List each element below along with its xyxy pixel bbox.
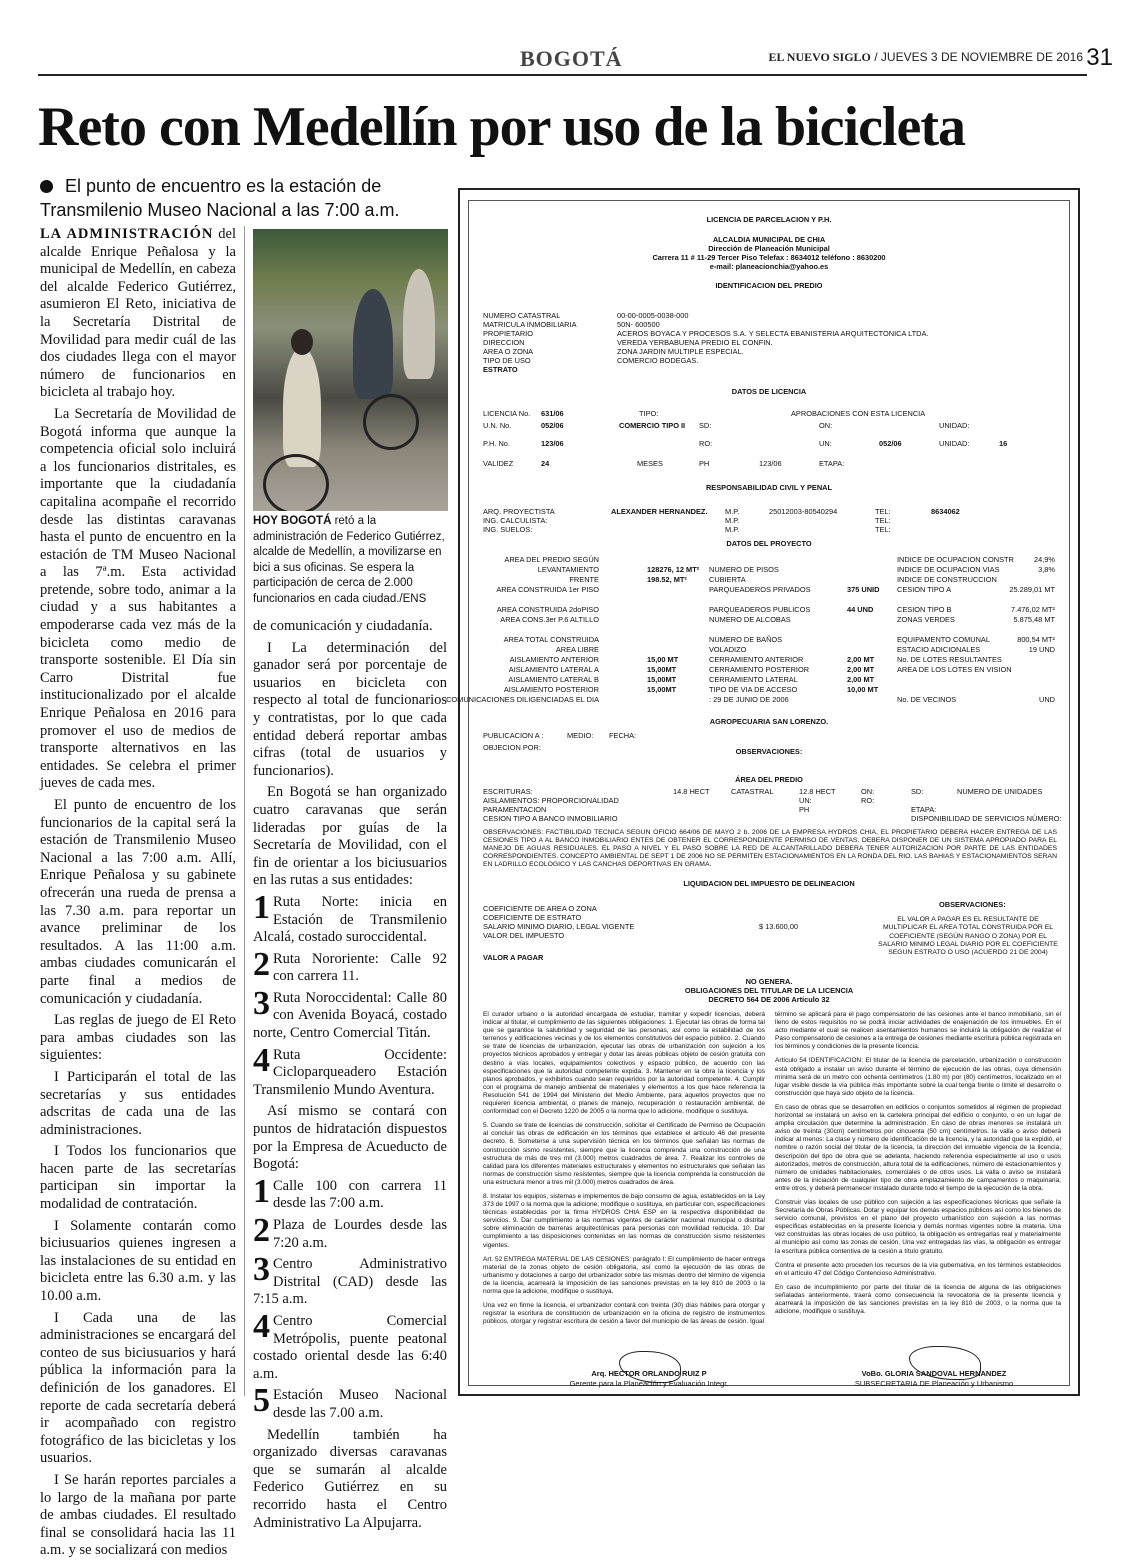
proyecto-label: INDICE DE OCUPACION VIAS <box>897 565 1000 574</box>
liquidacion-obs: EL VALOR A PAGAR ES EL RESULTANTE DE MULTIPLICAR EL AREA TOTAL CONSTRUIDA POR EL COEFICIENTE (SEGÚN RANGO O ZONA) POR EL SALARIO MINIMO LEGAL DIARIO POR EL COEFICIENTE SEGUN ESTRATO O USO (ACUERDO 21 DE 2004) <box>878 916 1058 957</box>
proyecto-value: 15,00 MT <box>647 655 679 664</box>
proyecto-label: ESTACIO ADICIONALES <box>897 645 981 654</box>
rule-item: I Participarán el total de las secretarías y sus entidades adscritas de cada una de las administraciones. <box>40 1068 236 1138</box>
proyecto-label: EQUIPAMENTO COMUNAL <box>897 635 990 644</box>
area-cell: ESCRITURAS: <box>483 787 533 796</box>
paragraph: El punto de encuentro de los funcionarios de la capital será la estación de Transmilenio Museo Nacional a las 7:00 a.m. Allí, Enrique Peñalosa y su gabinete ofrecerán una rueda de prensa a las 7.30 a.m. para reportar un avance preliminar de los resultados. A las 11:00 a.m. ambas ciudades comunicarán el parte final a medios de comunicación y ciudadanía. <box>40 797 236 1007</box>
predio-label: NUMERO CATASTRAL <box>483 311 561 320</box>
headline: Reto con Medellín por uso de la bicicleta <box>38 96 965 158</box>
proyecto-label: AREA DEL PREDIO SEGÚN <box>504 555 599 564</box>
valor-pagar: VALOR A PAGAR <box>483 953 544 962</box>
hydration-item: 3 Centro Administrativo Distrital (CAD) desde las 7:15 a.m. <box>253 1251 447 1308</box>
resp-tel-value: 8634062 <box>931 507 960 516</box>
proyecto-label: TIPO DE VIA DE ACCESO <box>709 685 798 694</box>
lead-caps: LA ADMINISTRACIÓN <box>40 226 214 242</box>
proyecto-value: 10,00 MT <box>847 685 879 694</box>
predio-label: DIRECCION <box>483 338 525 347</box>
area-cell: 12.8 HECT <box>799 787 836 796</box>
paragraph: Medellín también ha organizado diversas caravanas que se sumarán al alcalde Federico Gutiérrez en su recorrido hasta el Centro Administrativo La Alpujarra. <box>253 1426 447 1531</box>
proyecto-value: 15,00MT <box>647 675 677 684</box>
resp-label: ING. SUELOS: <box>483 525 533 534</box>
predio-value: 50N- 600500 <box>617 320 660 329</box>
area-cell: PARAMENTACION <box>483 805 547 814</box>
proyecto-label: NUMERO DE PISOS <box>709 565 779 574</box>
proyecto-label: AISLAMIENTO LATERAL B <box>508 675 599 684</box>
area-cell: ON: <box>861 787 875 796</box>
proyecto-label: CERRAMIENTO POSTERIOR <box>709 665 810 674</box>
route-item: 1 Ruta Norte: inicia en Estación de Transmilenio Alcalá, costado suroccidental. <box>253 888 447 946</box>
proyecto-label: AREA CONSTRUIDA 2doPISO <box>496 605 599 614</box>
proyecto-value: 44 UND <box>847 605 874 614</box>
predio-value: ACEROS BOYACA Y PROCESOS S.A. Y SELECTA EBANISTERIA ARQUITECTONICA LTDA. <box>617 329 929 338</box>
area-cell: AISLAMIENTOS: PROPORCIONALIDAD <box>483 796 619 805</box>
area-cell: NUMERO DE UNIDADES <box>957 787 1043 796</box>
resp-mp-value: 25012003-80540294 <box>769 507 838 516</box>
paragraph: Las reglas de juego de El Reto para ambas ciudades son las siguientes: <box>40 1012 236 1064</box>
resp-label: ARQ. PROYECTISTA <box>483 507 555 516</box>
proyecto-value: 25.289,01 MT <box>1009 585 1055 594</box>
hydration-item: 4 Centro Comercial Metrópolis, puente peatonal costado oriental desde las 6:40 a.m. <box>253 1307 447 1382</box>
observaciones-text: OBSERVACIONES: FACTIBILIDAD TECNICA SEGUN OFICIO 664/06 DE MAYO 2 b. 2006 DE LA EMPRESA HYDROS CHIA, EL PROPIETARIO DEBERA HACER ENTREGA DE LAS CESIONES TIPO A AL BANCO INMOBILIARIO ENTES DE OBTENER EL CORRESPONDIENTE PERMISO DE VENTAS. DEBERA DISPONER DE UN SISTEMA APROPIADO PARA EL MANEJO DE AGUAS RESIDUALES. EL PASO A NIVEL Y EL PASO SOBRE LA RED DE ALCANTARILLADO DEBERA TENER AUTORIZACION POR PARTE DE LAS ENTIDADES CORRESPONDIENTES. CONCEPTO AMBIENTAL DE SEPT 1 DE 2006 NO SE PERMITEN ESTACIONAMIENTOS EN LA RONDA DEL RIO. LAS BAHIAS Y ESTACIONAMIENTOS SERAN EN LADRILLO ECOLOGICO Y LAS CANCHAS DEPORTIVAS EN GRAMA. <box>483 829 1057 869</box>
area-cell: DISPONIBILIDAD DE SERVICIOS NÚMERO: <box>911 814 1062 823</box>
proyecto-label: NUMERO DE ALCOBAS <box>709 615 791 624</box>
resp-mp-label: M.P. <box>725 516 740 525</box>
rider-shape <box>353 289 393 399</box>
column-divider <box>244 226 245 1396</box>
liquidacion-label: SALARIO MINIMO DIARIO, LEGAL VIGENTE <box>483 922 635 931</box>
proyecto-label: PARQUEADEROS PRIVADOS <box>709 585 811 594</box>
proyecto-label: AREA TOTAL CONSTRUIDA <box>503 635 599 644</box>
rider-shape <box>283 347 321 467</box>
bullet-icon <box>40 180 53 193</box>
section-predio: IDENTIFICACION DEL PREDIO <box>715 281 823 290</box>
proyecto-value: 2,00 MT <box>847 665 875 674</box>
cyclists-photo <box>253 229 448 511</box>
header-rule <box>38 74 1087 76</box>
area-cell: 14.8 HECT <box>673 787 710 796</box>
proyecto-label: No. DE LOTES RESULTANTES <box>897 655 1002 664</box>
proyecto-label: AREA LIBRE <box>555 645 599 654</box>
proyecto-label: ZONAS VERDES <box>897 615 955 624</box>
rule-item: I Solamente contarán como biciusuarios quienes ingresen a las instalaciones de su entidad en bicicleta entre las 6.30 a.m. y las 10.00 a.m. <box>40 1217 236 1305</box>
predio-value: COMERCIO BODEGAS. <box>617 356 699 365</box>
proyecto-value: 19 UND <box>1028 645 1055 654</box>
area-cell: CESION TIPO A BANCO INMOBILIARIO <box>483 814 618 823</box>
paragraph: En Bogotá se han organizado cuatro caravanas que serán lideradas por guías de la Secretaría de Movilidad, con el fin de orientar a los biciusuarios en las rutas a sus entidades: <box>253 784 447 889</box>
section-area: ÁREA DEL PREDIO <box>735 775 803 784</box>
newspaper-name: EL NUEVO SIGLO <box>768 50 871 64</box>
area-cell: CATASTRAL <box>731 787 774 796</box>
liquidacion-value: $ 13.600,00 <box>759 922 799 931</box>
predio-label: ESTRATO <box>483 365 518 374</box>
proyecto-label: VOLADIZO <box>709 645 747 654</box>
predio-value: VEREDA YERBABUENA PREDIO EL CONFIN. <box>617 338 773 347</box>
proyecto-value: 2,00 MT <box>847 655 875 664</box>
predio-label: AREA O ZONA <box>483 347 534 356</box>
proyecto-value: 15,00MT <box>647 685 677 694</box>
proyecto-label: INDICE DE OCUPACION CONSTR <box>897 555 1014 564</box>
article-column-2 <box>253 618 447 1536</box>
license-org: ALCALDIA MUNICIPAL DE CHIA <box>712 235 826 244</box>
proyecto-value: 800,54 MT² <box>1017 635 1055 644</box>
resp-mp-label: M.P. <box>725 525 740 534</box>
paragraph: Así mismo se contará con puntos de hidratación dispuestos por la Empresa de Acueducto de Bogotá: <box>253 1103 447 1173</box>
proyecto-label: AREA CONSTRUIDA 1er PISO <box>496 585 599 594</box>
area-cell: RO: <box>861 796 875 805</box>
page-number: 31 <box>1086 44 1113 71</box>
proyecto-label: CERRAMIENTO ANTERIOR <box>709 655 804 664</box>
resp-name: ALEXANDER HERNANDEZ. <box>611 507 708 516</box>
proyecto-label: FRENTE <box>569 575 599 584</box>
proyecto-label: NUMERO DE BAÑOS <box>709 635 783 644</box>
predio-label: MATRICULA INMOBILIARIA <box>483 320 577 329</box>
license-address: Carrera 11 # 11-29 Tercer Piso Telefax : 8634012 teléfono : 8630200 <box>652 253 886 262</box>
bike-wheel <box>263 454 329 511</box>
license-document <box>446 188 1080 1396</box>
proyecto-label: AISLAMIENTO POSTERIOR <box>503 685 599 694</box>
section-liquidacion: LIQUIDACION DEL IMPUESTO DE DELINEACION <box>683 879 855 888</box>
hydration-item: 1 Calle 100 con carrera 11 desde las 7:00 a.m. <box>253 1172 447 1212</box>
proyecto-value: UND <box>1038 695 1055 704</box>
obligations-left: El curador urbano o la autoridad encargada de estudiar, tramitar y expedir licencias, deberá indicar al titular, el cumplimiento de las siguientes obligaciones: 1. Ejecutar las obras de forma tal que se garantice la salubridad y seguridad de las personas, así como la estabilidad de los terrenos y edificaciones vecinas y de los elementos constitutivos del espacio público. 2. Cuando se trate de licencias de urbanización, ejecutar las obras de urbanización con sujeción a los proyectos técnicos aprobados y entregar y dotar las áreas públicas objeto de cesión gratuita con destino a vías locales, equipamientos colectivos y espacio público, de acuerdo con las especificaciones que la autoridad competente expida. 3. Mantener en la obra la licencia y los planos aprobados, y exhibirlos cuando sean requeridos por la autoridad competente. 4. Cumplir con el programa de manejo ambiental de materiales y elementos a los que hace referencia la Resolución 541 de 1994 del Ministerio del Medio Ambiente, para aquellos proyectos que no requieren licencia ambiental, o planes de manejo, recuperación o restauración ambiental, de conformidad con el Decreto 1220 de 2005 o la norma que lo adicione, modifique o sustituya. 5. Cuando se trate de licencias de construcción, solicitar el Certificado de Permiso de Ocupación al concluir las obras de edificación en los términos que establece el artículo 46 del presente decreto. 6. Someterse a una supervisión técnica en los términos que señalan las normas de construcción sismo resistentes, siempre que la licencia comprenda una construcción de una estructura de más de tres mil (3.000) metros cuadrados de área. 7. Realizar los controles de calidad para los diferentes materiales estructurales y elementos no estructurales que señalan las normas de construcción sismo resistentes, siempre que la licencia comprenda la construcción de una estructura menor a tres mil (3.000) metros cuadrados de área. 8. Instalar los equipos, sistemas e implementos de bajo consumo de agua, establecidos en la Ley 373 de 1997 o la norma que la adicione, modifique o sustituya, en particular con, especificaciones técnicas establecidas por la firma HYDROS CHIA ESP en la respectiva disponibilidad de servicios. 9. Dar cumplimiento a las normas vigentes de carácter nacional municipal o distrital sobre eliminación de barreras arquitectónicas para personas con movilidad reducida. 10. Dar cumplimiento a las disposiciones contenidas en las normas de construcción sismo resistentes vigentes. Art. 52 ENTREGA MATERIAL DE LAS CESIONES: parágrafo I: El cumplimiento de hacer entrega material de la zonas objeto de cesión obligatoria, así como la ejecución de las obras de urbanismo y dotaciones a cargo del urbanizador sobre las mismas dentro del término de vigencia de la licencia, acarreará la imposición de las sanciones previstas en la ley 810 de 2003 o la norma que la adicione, modifique o sustituya. Una vez en firme la licencia, el urbanizador contará con treinta (30) días hábiles para otorgar y registrar la escritura de constitución de urbanización en la oficina de registro de instrumentos públicos, otorgar y registrar escritura de cesión a favor del municipio de las áreas de cesión. Igual <box>483 1011 765 1326</box>
rule-item: I Cada una de las administraciones se encargará del conteo de sus biciusuarios y hará pública la información para la definición de los ganadores. El reporte de cada secretaría deberá ir acompañado con registro fotográfico de las bicicletas y los usuarios. <box>40 1309 236 1467</box>
obligations-right: término se aplicará para el pago compensatorio de las cesiones ante el banco inmobiliario, sin el lleno de estos requisitos no se podrá iniciar actividades de enajenación de los inmuebles. En el acto mediante el cual se realicen asentamientos humanos se incluirá la obligación de realizar el Paso compensatorio de cesiones a la entrega de cesiones mediante escritura pública registrada en los términos y condiciones de la presente licencia. Artículo 54 IDENTIFICACION: El titular de la licencia de parcelación, urbanización o construcción está obligado a instalar un aviso durante el término de ejecución de las obras, cuya dimensión mínima será de un metro con ochenta centímetros (1.80 m) por (80) centímetros, localizado en el lugar visible desde la vía pública más importante sobre la cual tenga frente o límite el desarrollo o construcción que haya sido objeto de la licencia. En caso de obras que se desarrollen en edificios o conjuntos sometidos al régimen de propiedad horizontal se instalará un aviso en la cartelera principal del edificio o conjunto, o en un lugar de amplia circulación que determine la administración. En caso de obras menores se instalará un aviso de treinta (30cm) centímetros por cincuenta (50 cm) centímetros. la valla o aviso deberá indicar al menos: La clase y número de identificación de la licencia, y la autoridad que la expidió, el nombre o razón social del titular de la licencia, la dirección del inmueble vigencia de la licencia, descripción del tipo de obra que se adelanta, haciendo referencia especialmente al uso o usos autorizados, metros de construcción, altura total de la edificaciones, número de estacionamientos y número de unidades habitacionales, comerciales o de otros usos. La valla o aviso se instalará antes de la iniciación de cualquier tipo de obra emplazamiento de campamentos o maquinaria, entre otros, y deberá permanecer instalado durante todo el tiempo de la ejecución de la obra. Construir vías locales de uso público con sujeción a las especificaciones técnicas que señale la Secretaría de Obras Públicas. Dotar y equipar los demás espacios públicos así como los bienes de servicio comunal, previstos en el plano del proyecto urbanístico con sujeción a las normas específicas establecidas en la presente licencia y demás normas vigentes sobre la materia. Una vez construidas las obras locales de uso público, la obligación es entregarlas real y materialmente al municipio así como las zonas de cesión. Una vez entregadas las vías, la obligación es entregar la escritura pública contentiva de la cesión a título gratuito. Contra el presente acto proceden los recursos de la vía gubernativa, en los términos establecidos en el artículo 47 del Código Contencioso Administrativo. En caso de incumplimiento por parte del titular de la licencia de alguna de las obligaciones señaladas anteriormente, traerá como consecuencia la revocatoria de la presente licencia y acarreará la imposición de las sanciones previstas en la ley 810 de 2003, o la norma que la adicione, modifique o sustituya. <box>775 1011 1061 1316</box>
proyecto-label: INDICE DE CONSTRUCCION <box>897 575 997 584</box>
paragraph: La Secretaría de Movilidad de Bogotá informa que aunque la competencia oficial solo incluirá a los funcionarios distritales, es importante que la ciudadanía capitalina acompañe el recorrido desde las distintas caravanas hasta el punto de encuentro en la estación de TM Museo Nacional a las 7ª.m. Esta actividad pretende, sobre todo, animar a la ciudad y a sus habitantes a empoderarse cada vez más de la bicicleta como medio de transporte sostenible. El Día sin Carro Distrital fue institucionalizado por el alcalde Enrique Peñalosa en 2016 para promover el uso de medios de transporte alternativos en las entidades. Se celebra el primer jueves de cada mes. <box>40 405 236 792</box>
proyecto-label: AISLAMIENTO LATERAL A <box>508 665 599 674</box>
signatory-1-role: Gerente para la Planeación y Evaluación Integr. <box>569 1379 729 1388</box>
liquidacion-label: COEFICIENTE DE AREA O ZONA <box>483 904 597 913</box>
signatory-1-name: Arq. HECTOR ORLANDO RUIZ P <box>591 1369 707 1378</box>
license-email: e-mail: planeacionchia@yahoo.es <box>709 262 829 271</box>
route-item: 3 Ruta Noroccidental: Calle 80 con Avenida Boyacá, costado norte, Centro Comercial Titán. <box>253 984 447 1042</box>
observaciones-title: OBSERVACIONES: <box>735 747 803 756</box>
signatory-2-role: SUBSECRETARIA DE Planeación y Urbanismo <box>854 1379 1014 1388</box>
deck-text: El punto de encuentro es la estación de Transmilenio Museo Nacional a las 7:00 a.m. <box>40 176 400 220</box>
predio-label: PROPIETARIO <box>483 329 533 338</box>
proyecto-label: LEVANTAMIENTO <box>537 565 599 574</box>
article-column-1 <box>40 226 236 1564</box>
rider-shape <box>403 269 435 379</box>
no-genera: NO GENERA. <box>745 977 793 986</box>
proyecto-label: CUBIERTA <box>709 575 746 584</box>
proyecto-value: 2,00 MT <box>847 675 875 684</box>
route-item: 2 Ruta Nororiente: Calle 92 con carrera 11. <box>253 945 447 985</box>
hydration-item: 5 Estación Museo Nacional desde las 7.00 a.m. <box>253 1382 447 1421</box>
signatory-2-name: VoBo. GLORIA SANDOVAL HERNANDEZ <box>861 1369 1007 1378</box>
proyecto-value: 198.52, MT² <box>647 575 687 584</box>
liquidacion-obs-title: OBSERVACIONES: <box>939 900 1006 909</box>
proyecto-value: 128276, 12 MT² <box>647 565 700 574</box>
section-datos: DATOS DE LICENCIA <box>731 387 807 396</box>
proyecto-label: CESION TIPO A <box>897 585 952 594</box>
proyecto-label: COMUNICACIONES DILIGENCIADAS EL DIA <box>446 695 599 704</box>
obligaciones-decree: DECRETO 564 DE 2006 Artículo 32 <box>708 995 830 1004</box>
proyecto-label: PARQUEADEROS PUBLICOS <box>709 605 811 614</box>
bike-wheel <box>363 394 419 450</box>
proyecto-label: CESION TIPO B <box>897 605 952 614</box>
section-proyecto: DATOS DEL PROYECTO <box>726 539 812 548</box>
area-cell: ETAPA: <box>911 805 937 814</box>
section-responsabilidad: RESPONSABILIDAD CIVIL Y PENAL <box>705 483 833 492</box>
proyecto-value: 15,00MT <box>647 665 677 674</box>
area-cell: PH <box>799 805 810 814</box>
paragraph: de comunicación y ciudadanía. <box>253 618 433 634</box>
proyecto-label: No. DE VECINOS <box>897 695 957 704</box>
lead-paragraph: LA ADMINISTRACIÓN del alcalde Enrique Peñalosa y la municipal de Medellín, en cabeza del alcalde Federico Gutiérrez, asumieron El Reto, iniciativa de la Secretaría Distrital de Movilidad para medir cuál de las dos ciudades llega con el mayor número de funcionarios en bicicleta al trabajo hoy. <box>40 226 236 401</box>
proyecto-value: 5.875,48 MT <box>1013 615 1055 624</box>
agro-name: AGROPECUARIA SAN LORENZO. <box>709 717 829 726</box>
proyecto-value: 375 UNID <box>847 585 880 594</box>
predio-value: 00-00-0005-0038-000 <box>617 311 689 320</box>
license-title: LICENCIA DE PARCELACION Y P.H. <box>706 215 832 224</box>
paragraph: I La determinación del ganador será por porcentaje de usuarios en bicicleta con respecto al total de funcionarios y contratistas, por lo que cada entidad deberá reportar ambas cifras (total de usuarios y funcionarios). <box>253 639 447 779</box>
liquidacion-label: VALOR DEL IMPUESTO <box>483 931 565 940</box>
resp-tel-label: TEL: <box>875 525 891 534</box>
issue-date: / JUEVES 3 DE NOVIEMBRE DE 2016 <box>874 50 1083 64</box>
photo-caption: HOY BOGOTÁ retó a la administración de Federico Gutiérrez, alcalde de Medellín, a movilizarse en bici a sus oficinas. Se espera la participación de cerca de 2.000 funcionarios en cada ciudad./ENS <box>253 515 445 605</box>
proyecto-label: AREA DE LOS LOTES EN VISION <box>897 665 1012 674</box>
deck <box>40 174 450 222</box>
area-cell: UN: <box>799 796 812 805</box>
hydration-item: 2 Plaza de Lourdes desde las 7:20 a.m. <box>253 1212 447 1251</box>
route-item: 4 Ruta Occidente: Cicloparqueadero Estación Transmilenio Mundo Aventura. <box>253 1041 447 1098</box>
masthead <box>768 50 1083 65</box>
rule-item: I Se harán reportes parciales a lo largo de la mañana por parte de ambas ciudades. El resultado final se consolidará hacia las 11 a.m. y se socializará con medios <box>40 1471 236 1559</box>
obligaciones-title: OBLIGACIONES DEL TITULAR DE LA LICENCIA <box>684 986 854 995</box>
predio-label: TIPO DE USO <box>483 356 531 365</box>
area-cell: SD: <box>911 787 924 796</box>
resp-tel-label: TEL: <box>875 507 891 516</box>
resp-mp-label: M.P. <box>725 507 740 516</box>
predio-value: ZONA JARDIN MULTIPLE ESPECIAL. <box>617 347 744 356</box>
proyecto-value: 24,9% <box>1034 555 1055 564</box>
proyecto-label: : 29 DE JUNIO DE 2006 <box>709 695 789 704</box>
proyecto-value: 3,8% <box>1038 565 1055 574</box>
license-inner: LICENCIA DE PARCELACION Y P.H. ALCALDIA MUNICIPAL DE CHIA Dirección de Planeación Municipal Carrera 11 # 11-29 Tercer Piso Telefax : 8634012 teléfono : 8630200 e-mail: planeacionchia@yahoo.es IDENTIFICACION DEL PREDIO NUMERO CATASTRAL 00-00-0005-0038-000 MATRICULA INMOBILIARIA 50N- 600500 PROPIETARIO ACEROS BOYACA Y PROCESOS S.A. Y SELECTA EBANISTERIA ARQUITECTONICA LTDA. DIRECCION VEREDA YERBABUENA PREDIO EL CONFIN. AREA O ZONA ZONA JARDIN MULTIPLE ESPECIAL. TIPO DE USO COMERCIO BODEGAS. ESTRATO DATOS DE LICENCIA LICENCIA No. 631/06 TIPO: APROBACIONES CON ESTA LICENCIA U.N. No. 052/06 COMERCIO TIPO II SD: ON: UNIDAD: P.H. No. 123/06 RO: UN: 052/06 UNIDAD: 16 VALIDEZ 24 MESES PH 123/06 ETAPA: RESPONSABILIDAD CIVIL Y PENAL ARQ. PROYECTISTA ALEXANDER HERNANDEZ. M.P. 25012003-80540294 TEL: 8634062 ING. CALCULISTA: M.P. TEL: ING. SUELOS: M.P. TEL: DATOS DEL PROYECTO AREA DEL PREDIO SEGÚN LEVANTAMIENTO 128276, 12 MT² FRENTE 198.52, MT² AREA CONSTRUIDA 1er PISO AREA CONSTRUIDA 2doPISO AREA CONS.3er P.6 ALTILLO AREA TOTAL CONSTRUIDA AREA LIBRE AISLAMIENTO ANTERIOR 15,00 MT AISLAMIENTO LATERAL A 15,00MT AISLAMIENTO LATERAL B 15,00MT AISLAMIENTO POSTERIOR 15,00MT COMUNICACIONES DILIGENCIADAS EL DIA NUMERO DE PISOS CUBIERTA PARQUEADEROS PRIVADOS 375 UNID PARQUEADEROS PUBLICOS 44 UND NUMERO DE ALCOBAS NUMERO DE BAÑOS VOLADIZO CERRAMIENTO ANTERIOR 2,00 MT CERRAMIENTO POSTERIOR 2,00 MT CERRAMIENTO LATERAL 2,00 MT TIPO DE VIA DE ACCESO 10,00 MT : 29 DE JUNIO DE 2006 INDICE DE OCUPACION CONSTR 24,9% INDICE DE OCUPACION VIAS 3,8% INDICE DE CONSTRUCCION CESION TIPO A 25.289,01 MT CESION TIPO B 7.476,02 MT² ZONAS VERDES 5.875,48 MT EQUIPAMENTO COMUNAL 800,54 MT² ESTACIO ADICIONALES 19 UND No. DE LOTES RESULTANTES AREA DE LOS LOTES EN VISION No. DE VECINOS UND AGROPECUARIA SAN LORENZO. PUBLICACION A : MEDIO: FECHA: OBJECION POR: OBSERVACIONES: ÁREA DEL PREDIO ESCRITURAS: 14.8 HECT CATASTRAL 12.8 HECT ON: SD: NUMERO DE UNIDADES AISLAMIENTOS: PROPORCIONALIDAD UN: RO: PARAMENTACION PH ETAPA: CESION TIPO A BANCO INMOBILIARIO DISPONIBILIDAD DE SERVICIOS NÚMERO: OBSERVACIONES: FACTIBILIDAD TECNICA SEGUN OFICIO 664/06 DE MAYO 2 b. 2006 DE LA EMPRESA HYDROS CHIA, EL PROPIETARIO DEBERA HACER ENTREGA DE LAS CESIONES TIPO A AL BANCO INMOBILIARIO ENTES DE OBTENER EL CORRESPONDIENTE PERMISO DE VENTAS. DEBERA DISPONER DE UN SISTEMA APROPIADO PARA EL MANEJO DE AGUAS RESIDUALES. EL PASO A NIVEL Y EL PASO SOBRE LA RED DE ALCANTARILLADO DEBERA TENER AUTORIZACION POR PARTE DE LAS ENTIDADES CORRESPONDIENTES. CONCEPTO AMBIENTAL DE SEPT 1 DE 2006 NO SE PERMITEN ESTACIONAMIENTOS EN LA RONDA DEL RIO. LAS BAHIAS Y ESTACIONAMIENTOS SERAN EN LADRILLO ECOLOGICO Y LAS CANCHAS DEPORTIVAS EN GRAMA. LIQUIDACION DEL IMPUESTO DE DELINEACION COEFICIENTE DE AREA O ZONA COEFICIENTE DE ESTRATO SALARIO MINIMO DIARIO, LEGAL VIGENTE VALOR DEL IMPUESTO $ 13.600,00 OBSERVACIONES: EL VALOR A PAGAR ES EL RESULTANTE DE MULTIPLICAR EL AREA TOTAL CONSTRUIDA POR EL COEFICIENTE (SEGÚN RANGO O ZONA) POR EL SALARIO MINIMO LEGAL DIARIO POR EL COEFICIENTE SEGUN ESTRATO O USO (ACUERDO 21 DE 2004) VALOR A PAGAR NO GENERA. OBLIGACIONES DEL TITULAR DE LA LICENCIA DECRETO 564 DE 2006 Artículo 32 El curador urbano o la autoridad encargada de estudiar, tramitar y expedir licencias, deberá indicar al titular, el cumplimiento de las siguientes obligaciones: 1. Ejecutar las obras de forma tal que se garantice la salubridad y seguridad de las personas, así como la estabilidad de los terrenos y edificaciones vecinas y de los elementos constitutivos del espacio público. 2. Cuando se trate de licencias de urbanización, ejecutar las obras de urbanización con sujeción a los proyectos técnicos aprobados y entregar y dotar las áreas públicas objeto de cesión gratuita con destino a vías locales, equipamientos colectivos y espacio público, de acuerdo con las especificaciones que la autoridad competente expida. 3. Mantener en la obra la licencia y los planos aprobados, y exhibirlos cuando sean requeridos por la autoridad competente. 4. Cumplir con el programa de manejo ambiental de materiales y elementos a los que hace referencia la Resolución 541 de 1994 del Ministerio del Medio Ambiente, para aquellos proyectos que no requieren licencia ambiental, o planes de manejo, recuperación o restauración ambiental, de conformidad con el Decreto 1220 de 2005 o la norma que lo adicione, modifique o sustituya. 5. Cuando se trate de licencias de construcción, solicitar el Certificado de Permiso de Ocupación al concluir las obras de edificación en los términos que establece el artículo 46 del presente decreto. 6. Someterse a una supervisión técnica en los términos que señalan las normas de construcción sismo resistentes, siempre que la licencia comprenda una construcción de una estructura de más de tres mil (3.000) metros cuadrados de área. 7. Realizar los controles de calidad para los diferentes materiales estructurales y elementos no estructurales que señalan las normas de construcción sismo resistentes, siempre que la licencia comprenda la construcción de una estructura menor a tres mil (3.000) metros cuadrados de área. 8. Instalar los equipos, sistemas e implementos de bajo consumo de agua, establecidos en la Ley 373 de 1997 o la norma que la adicione, modifique o sustituya, en particular con, especificaciones técnicas establecidas por la firma HYDROS CHIA ESP en la respectiva disponibilidad de servicios. 9. Dar cumplimiento a las normas vigentes de carácter nacional municipal o distrital sobre eliminación de barreras arquitectónicas para personas con movilidad reducida. 10. Dar cumplimiento a las disposiciones contenidas en las normas de construcción sismo resistentes vigentes. Art. 52 ENTREGA MATERIAL DE LAS CESIONES: parágrafo I: El cumplimiento de hacer entrega material de la zonas objeto de cesión obligatoria, así como la ejecución de las obras de urbanismo y dotaciones a cargo del urbanizador sobre las mismas dentro del término de vigencia de la licencia, acarreará la imposición de las sanciones previstas en la ley 810 de 2003 o la norma que la adicione, modifique o sustituya. Una vez en firme la licencia, el urbanizador contará con treinta (30) días hábiles para otorgar y registrar la escritura de constitución de urbanización en la oficina de registro de instrumentos públicos, otorgar y registrar escritura de cesión a favor del municipio de las áreas de cesión. Igual término se aplicará para el pago compensatorio de las cesiones ante el banco inmobiliario, sin el lleno de estos requisitos no se podrá iniciar actividades de enajenación de los inmuebles. En el acto mediante el cual se realicen asentamientos humanos se incluirá la obligación de realizar el Paso compensatorio de cesiones a la entrega de cesiones mediante escritura pública registrada en los términos y condiciones de la presente licencia. Artículo 54 IDENTIFICACION: El titular de la licencia de parcelación, urbanización o construcción está obligado a instalar un aviso durante el término de ejecución de las obras, cuya dimensión mínima será de un metro con ochenta centímetros (1.80 m) por (80) centímetros, localizado en el lugar visible desde la vía pública más importante sobre la cual tenga frente o límite el desarrollo o construcción que haya sido objeto de la licencia. En caso de obras que se desarrollen en edificios o conjuntos sometidos al régimen de propiedad horizontal se instalará un aviso en la cartelera principal del edificio o conjunto, o en un lugar de amplia circulación que determine la administración. En caso de obras menores se instalará un aviso de treinta (30cm) centímetros por cincuenta (50 cm) centímetros. la valla o aviso deberá indicar al menos: La clase y número de identificación de la licencia, y la autoridad que la expidió, el nombre o razón social del titular de la licencia, la dirección del inmueble vigencia de la licencia, descripción del tipo de obra que se adelanta, haciendo referencia especialmente al uso o usos autorizados, metros de construcción, altura total de la edificaciones, número de estacionamientos y número de unidades habitacionales, comerciales o de otros usos. La valla o aviso se instalará antes de la iniciación de cualquier tipo de obra emplazamiento de campamentos o maquinaria, entre otros, y deberá permanecer instalado durante todo el tiempo de la ejecución de la obra. Construir vías locales de uso público con sujeción a las especificaciones técnicas que señale la Secretaría de Obras Públicas. Dotar y equipar los demás espacios públicos así como los bienes de servicio comunal, previstos en el plano del proyecto urbanístico con sujeción a las normas específicas establecidas en la presente licencia y demás normas vigentes sobre la materia. Una vez construidas las obras locales de uso público, la obligación es entregarlas real y materialmente al municipio así como las zonas de cesión. Una vez entregadas las vías, la obligación es entregar la escritura pública contentiva de la cesión a título gratuito. Contra el presente acto proceden los recursos de la vía gubernativa, en los términos establecidos en el artículo 47 del Código Contencioso Administrativo. En caso de incumplimiento por parte del titular de la licencia de alguna de las obligaciones señaladas anteriormente, traerá como consecuencia la revocatoria de la presente licencia y acarreará la imposición de las sanciones previstas en la ley 810 de 2003, o la norma que la adicione, modifique o sustituya. Arq. HECTOR ORLANDO RUIZ P Gerente para la Planeación y Evaluación Integr. VoBo. GLORIA SANDOVAL HERNANDEZ SUBSECRETARIA DE Planeación y Urbanismo <box>468 200 1070 1386</box>
rider-head <box>291 329 313 355</box>
liquidacion-label: COEFICIENTE DE ESTRATO <box>483 913 582 922</box>
proyecto-label: AISLAMIENTO ANTERIOR <box>509 655 599 664</box>
proyecto-label: AREA CONS.3er P.6 ALTILLO <box>500 615 599 624</box>
proyecto-value: 7.476,02 MT² <box>1011 605 1055 614</box>
license-dept: Dirección de Planeación Municipal <box>708 244 830 253</box>
resp-tel-label: TEL: <box>875 516 891 525</box>
rule-item: I Todos los funcionarios que hacen parte de las secretarías participan sin importar la modalidad de contratación. <box>40 1143 236 1213</box>
proyecto-label: CERRAMIENTO LATERAL <box>709 675 798 684</box>
resp-label: ING. CALCULISTA: <box>483 516 548 525</box>
section-label: BOGOTÁ <box>520 46 623 71</box>
